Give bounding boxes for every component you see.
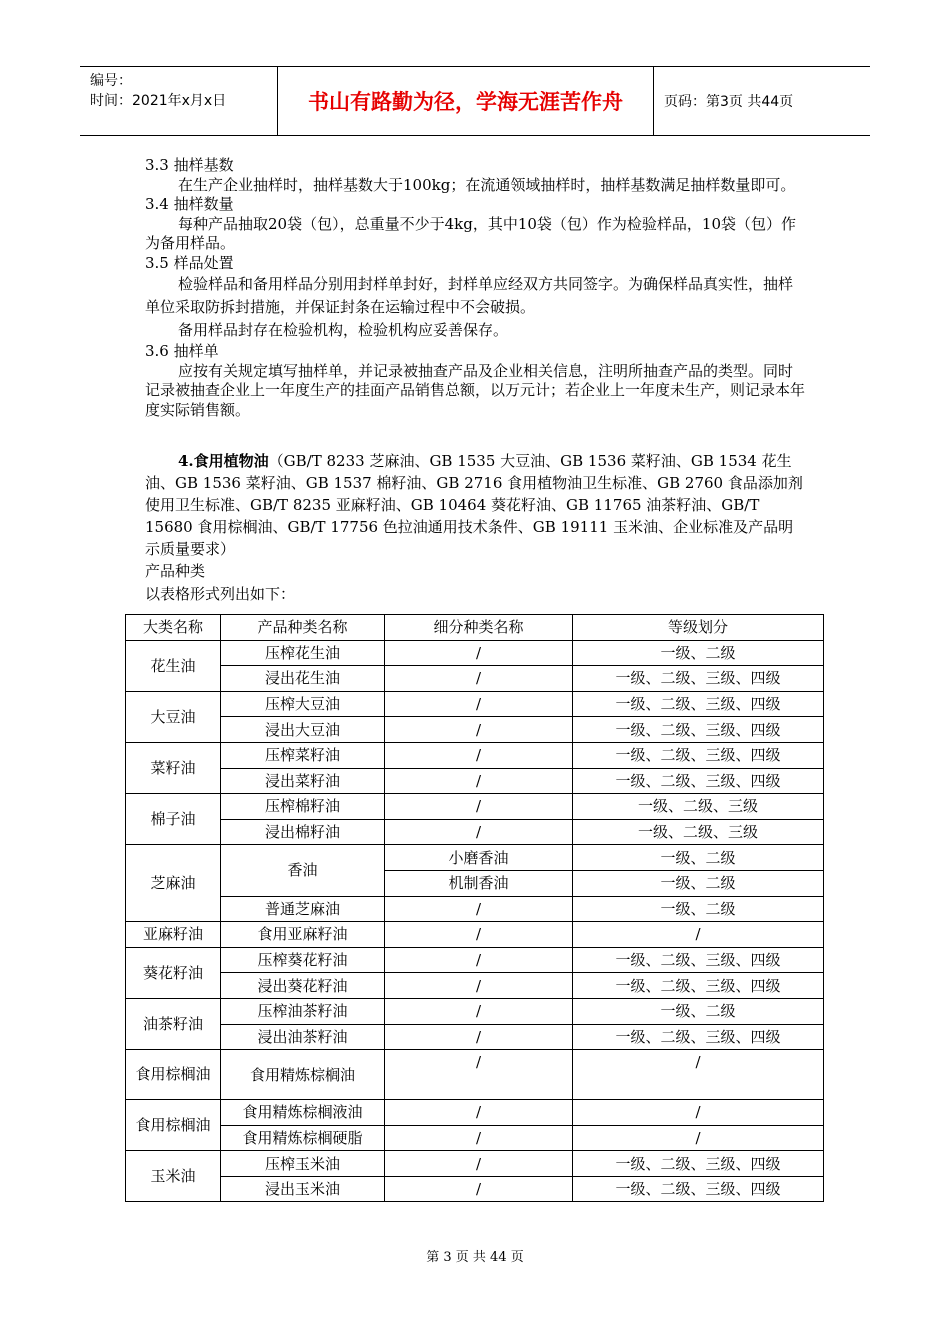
grade-cell: 一级、二级、三级、四级: [573, 1024, 824, 1050]
table-row: [126, 794, 824, 820]
table-row: [126, 1151, 824, 1177]
subtype-cell: /: [385, 1151, 573, 1177]
grade-cell: /: [573, 1050, 824, 1100]
grade-cell: 一级、二级、三级、四级: [573, 947, 824, 973]
table-row: [126, 717, 824, 743]
product-cell: 压榨菜籽油: [221, 742, 385, 768]
table-row: [126, 973, 824, 999]
product-cell: 压榨葵花籽油: [221, 947, 385, 973]
grade-cell: 一级、二级、三级、四级: [573, 742, 824, 768]
product-cell: 浸出玉米油: [221, 1176, 385, 1202]
table-row: [126, 922, 824, 948]
product-cell: 浸出棉籽油: [221, 819, 385, 845]
subtype-cell: /: [385, 819, 573, 845]
product-cell: 食用精炼棕榈硬脂: [221, 1125, 385, 1151]
subtype-cell: 小磨香油: [385, 845, 573, 871]
section-4-heading: 4.食用植物油: [178, 452, 269, 470]
product-cell: 压榨大豆油: [221, 691, 385, 717]
subtype-cell: /: [385, 922, 573, 948]
category-cell: 玉米油: [126, 1151, 221, 1202]
table-intro: 以表格形式列出如下：: [145, 585, 296, 603]
subtype-cell: /: [385, 794, 573, 820]
table-row: [126, 742, 824, 768]
table-row: [126, 1050, 824, 1100]
grade-cell: 一级、二级: [573, 896, 824, 922]
header-motto: 书山有路勤为径，学海无涯苦作舟: [278, 67, 654, 135]
time-label: 时间：2021年x月x日: [90, 93, 227, 109]
section-4-paragraph: [145, 450, 807, 560]
category-cell: 油茶籽油: [126, 998, 221, 1049]
grade-cell: 一级、二级、三级、四级: [573, 973, 824, 999]
header-page-info: 页码：第3页 共44页: [664, 94, 794, 110]
subtype-cell: /: [385, 947, 573, 973]
subtype-cell: /: [385, 742, 573, 768]
header-cell: 产品种类名称: [221, 615, 385, 641]
section-3-4-title: 3.4 抽样数量: [145, 195, 234, 213]
table-row: [126, 998, 824, 1024]
subtype-cell: /: [385, 1024, 573, 1050]
section-3-5-title: 3.5 样品处置: [145, 253, 234, 272]
subtype-cell: /: [385, 666, 573, 692]
category-cell: 食用棕榈油: [126, 1100, 221, 1151]
header-cell: 大类名称: [126, 615, 221, 641]
grade-cell: 一级、二级: [573, 998, 824, 1024]
product-cell: 浸出大豆油: [221, 717, 385, 743]
subtype-cell: /: [385, 998, 573, 1024]
grade-cell: /: [573, 1100, 824, 1126]
subtype-cell: /: [385, 640, 573, 666]
table-row: [126, 1024, 824, 1050]
subtype-cell: /: [385, 1050, 573, 1100]
page-header: [80, 66, 870, 136]
grade-cell: 一级、二级、三级、四级: [573, 768, 824, 794]
product-cell: 浸出花生油: [221, 666, 385, 692]
subtype-cell: /: [385, 1176, 573, 1202]
table-row: [126, 1100, 824, 1126]
subtype-cell: /: [385, 1125, 573, 1151]
category-cell: 亚麻籽油: [126, 922, 221, 948]
section-3-5-body2: 备用样品封存在检验机构，检验机构应妥善保存。: [178, 321, 509, 339]
section-3-5-body1: 检验样品和备用样品分别用封样单封好，封样单应经双方共同签字。为确保样品真实性，抽样单位采取防拆封措施，并保证封条在运输过程中不会破损。: [145, 275, 794, 316]
product-cell: 普通芝麻油: [221, 896, 385, 922]
table-row: [126, 819, 824, 845]
section-3-6-title: 3.6 抽样单: [145, 342, 219, 360]
category-cell: 大豆油: [126, 691, 221, 742]
product-cell: 食用亚麻籽油: [221, 922, 385, 948]
grade-cell: 一级、二级、三级、四级: [573, 666, 824, 692]
product-cell: 食用精炼棕榈液油: [221, 1100, 385, 1126]
product-cell: 浸出油茶籽油: [221, 1024, 385, 1050]
subtype-cell: /: [385, 768, 573, 794]
oil-category-table: [125, 614, 824, 1202]
category-cell: 葵花籽油: [126, 947, 221, 998]
product-cell: 浸出葵花籽油: [221, 973, 385, 999]
table-row: [126, 640, 824, 666]
table-row: [126, 896, 824, 922]
number-label: 编号：: [90, 73, 132, 89]
section-3-3-title: 3.3 抽样基数: [145, 156, 234, 174]
product-cell: 压榨油茶籽油: [221, 998, 385, 1024]
product-cell: 压榨棉籽油: [221, 794, 385, 820]
grade-cell: 一级、二级: [573, 845, 824, 871]
category-cell: 食用棕榈油: [126, 1050, 221, 1100]
grade-cell: /: [573, 1125, 824, 1151]
grade-cell: 一级、二级、三级、四级: [573, 1151, 824, 1177]
table-row: [126, 666, 824, 692]
table-row: [126, 845, 824, 871]
table-row: [126, 947, 824, 973]
section-3-4-body: 每种产品抽取20袋（包），总重量不少于4kg，其中10袋（包）作为检验样品，10袋（包）作为备用样品。: [145, 214, 796, 252]
header-cell: 等级划分: [573, 615, 824, 641]
subtype-cell: /: [385, 691, 573, 717]
product-types-label: 产品种类: [145, 562, 206, 580]
grade-cell: 一级、二级: [573, 640, 824, 666]
grade-cell: /: [573, 922, 824, 948]
table-header-row: [126, 615, 824, 641]
grade-cell: 一级、二级、三级: [573, 819, 824, 845]
section-3-6-body: 应按有关规定填写抽样单，并记录被抽查产品及企业相关信息，注明所抽查产品的类型。同时记录被抽查企业上一年度生产的挂面产品销售总额，以万元计；若企业上一年度未生产，则记录本年度实际销售额。: [145, 361, 806, 419]
product-cell: 食用精炼棕榈油: [221, 1050, 385, 1100]
grade-cell: 一级、二级、三级: [573, 794, 824, 820]
grade-cell: 一级、二级、三级、四级: [573, 717, 824, 743]
subtype-cell: /: [385, 896, 573, 922]
document-body: [145, 156, 807, 606]
header-meta: [80, 67, 278, 135]
page-footer: 第 3 页 共 44 页: [426, 1250, 524, 1265]
product-cell: 浸出菜籽油: [221, 768, 385, 794]
subtype-cell: /: [385, 973, 573, 999]
table-row: [126, 1125, 824, 1151]
grade-cell: 一级、二级: [573, 870, 824, 896]
section-4-standards: （GB/T 8233 芝麻油、GB 1535 大豆油、GB 1536 菜籽油、GB 1534 花生油、GB 1536 菜籽油、GB 1537 棉籽油、GB 2716 食用植物油卫生标准、GB 2760 食品添加剂使用卫生标准、GB/T 8235 亚麻籽油、GB 10464 葵花籽油、GB 11765 油茶籽油、GB/T 15680 食用棕榈油、GB/T 17756 色拉油通用技术条件、GB 19111 玉米油、企业标准及产品明示质量要求）: [145, 452, 803, 558]
category-cell: 菜籽油: [126, 742, 221, 793]
category-cell: 棉子油: [126, 794, 221, 845]
product-cell: 压榨玉米油: [221, 1151, 385, 1177]
table-row: [126, 691, 824, 717]
header-cell: 细分种类名称: [385, 615, 573, 641]
grade-cell: 一级、二级、三级、四级: [573, 691, 824, 717]
subtype-cell: /: [385, 1100, 573, 1126]
table-row: [126, 1176, 824, 1202]
section-3-3-body: 在生产企业抽样时，抽样基数大于100kg；在流通领域抽样时，抽样基数满足抽样数量即可。: [178, 175, 796, 194]
category-cell: 花生油: [126, 640, 221, 691]
product-cell: 压榨花生油: [221, 640, 385, 666]
category-cell: 芝麻油: [126, 845, 221, 922]
subtype-cell: /: [385, 717, 573, 743]
grade-cell: 一级、二级、三级、四级: [573, 1176, 824, 1202]
product-cell: 香油: [221, 845, 385, 896]
subtype-cell: 机制香油: [385, 870, 573, 896]
table-row: [126, 768, 824, 794]
